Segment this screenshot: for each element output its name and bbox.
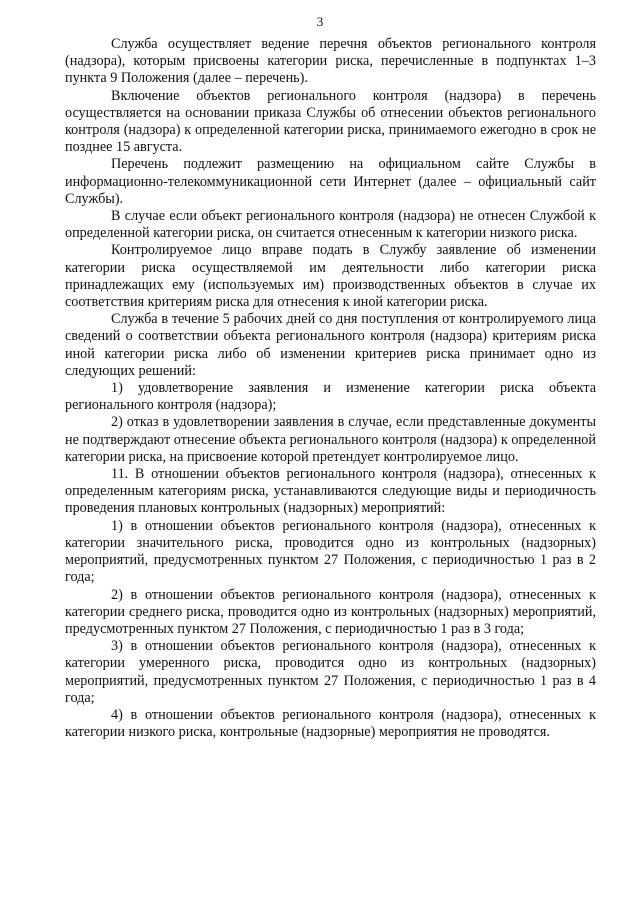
paragraph-change-request: Контролируемое лицо вправе подать в Службу заявление об изменении категории риска осуществляемой им деятельности либо категории риска принадлежащих ему (используемых им) производственных объектов в случае их соответствия критериям риска для отнесения к иной категории риска. <box>65 242 596 311</box>
paragraph-inclusion: Включение объектов регионального контроля (надзора) в перечень осуществляется на основании приказа Службы об отнесении объектов регионального контроля (надзора) к определенной категории риска, принимаемого ежегодно в срок не позднее 15 августа. <box>65 87 596 156</box>
paragraph-publication: Перечень подлежит размещению на официальном сайте Службы в информационно-телекоммуникационной сети Интернет (далее – официальный сайт Службы). <box>65 156 596 207</box>
paragraph-section-11: 11. В отношении объектов регионального контроля (надзора), отнесенных к определенным категориям риска, устанавливаются следующие виды и периодичность проведения плановых контрольных (надзорных) мероприятий: <box>65 466 596 517</box>
paragraph-decision: Служба в течение 5 рабочих дней со дня поступления от контролируемого лица сведений о соответствии объекта регионального контроля (надзора) критериям риска иной категории риска либо об изменении критериев риска принимает одно из следующих решений: <box>65 311 596 379</box>
list-item-medium-risk: 2) в отношении объектов регионального контроля (надзора), отнесенных к категории среднего риска, проводится одно из контрольных (надзорных) мероприятий, предусмотренных пунктом 27 Положения, с периодичностью 1 раз в 3 года; <box>65 586 596 637</box>
document-body <box>65 36 596 741</box>
paragraph-registry: Служба осуществляет ведение перечня объектов регионального контроля (надзора), которым присвоены категории риска, перечисленные в подпунктах 1–3 пункта 9 Положения (далее – перечень). <box>65 36 596 87</box>
paragraph-default-low-risk: В случае если объект регионального контроля (надзора) не отнесен Службой к определенной категории риска, он считается отнесенным к категории низкого риска. <box>65 208 596 242</box>
list-item-decision-1: 1) удовлетворение заявления и изменение категории риска объекта регионального контроля (надзора); <box>65 380 596 414</box>
list-item-moderate-risk: 3) в отношении объектов регионального контроля (надзора), отнесенных к категории умеренного риска, проводится одно из контрольных (надзорных) мероприятий, предусмотренных пунктом 27 Положения, с периодичностью 1 раз в 4 года; <box>65 638 596 706</box>
list-item-decision-2: 2) отказ в удовлетворении заявления в случае, если представленные документы не подтверждают отнесение объекта регионального контроля (надзора) к определенной категории риска, на присвоение которой претендует контролируемое лицо. <box>65 414 596 465</box>
list-item-significant-risk: 1) в отношении объектов регионального контроля (надзора), отнесенных к категории значительного риска, проводится одно из контрольных (надзорных) мероприятий, предусмотренных пунктом 27 Положения, с периодичностью 1 раз в 2 года; <box>65 517 596 586</box>
list-item-low-risk: 4) в отношении объектов регионального контроля (надзора), отнесенных к категории низкого риска, контрольные (надзорные) мероприятия не проводятся. <box>65 706 596 741</box>
page-number: 3 <box>316 14 324 29</box>
